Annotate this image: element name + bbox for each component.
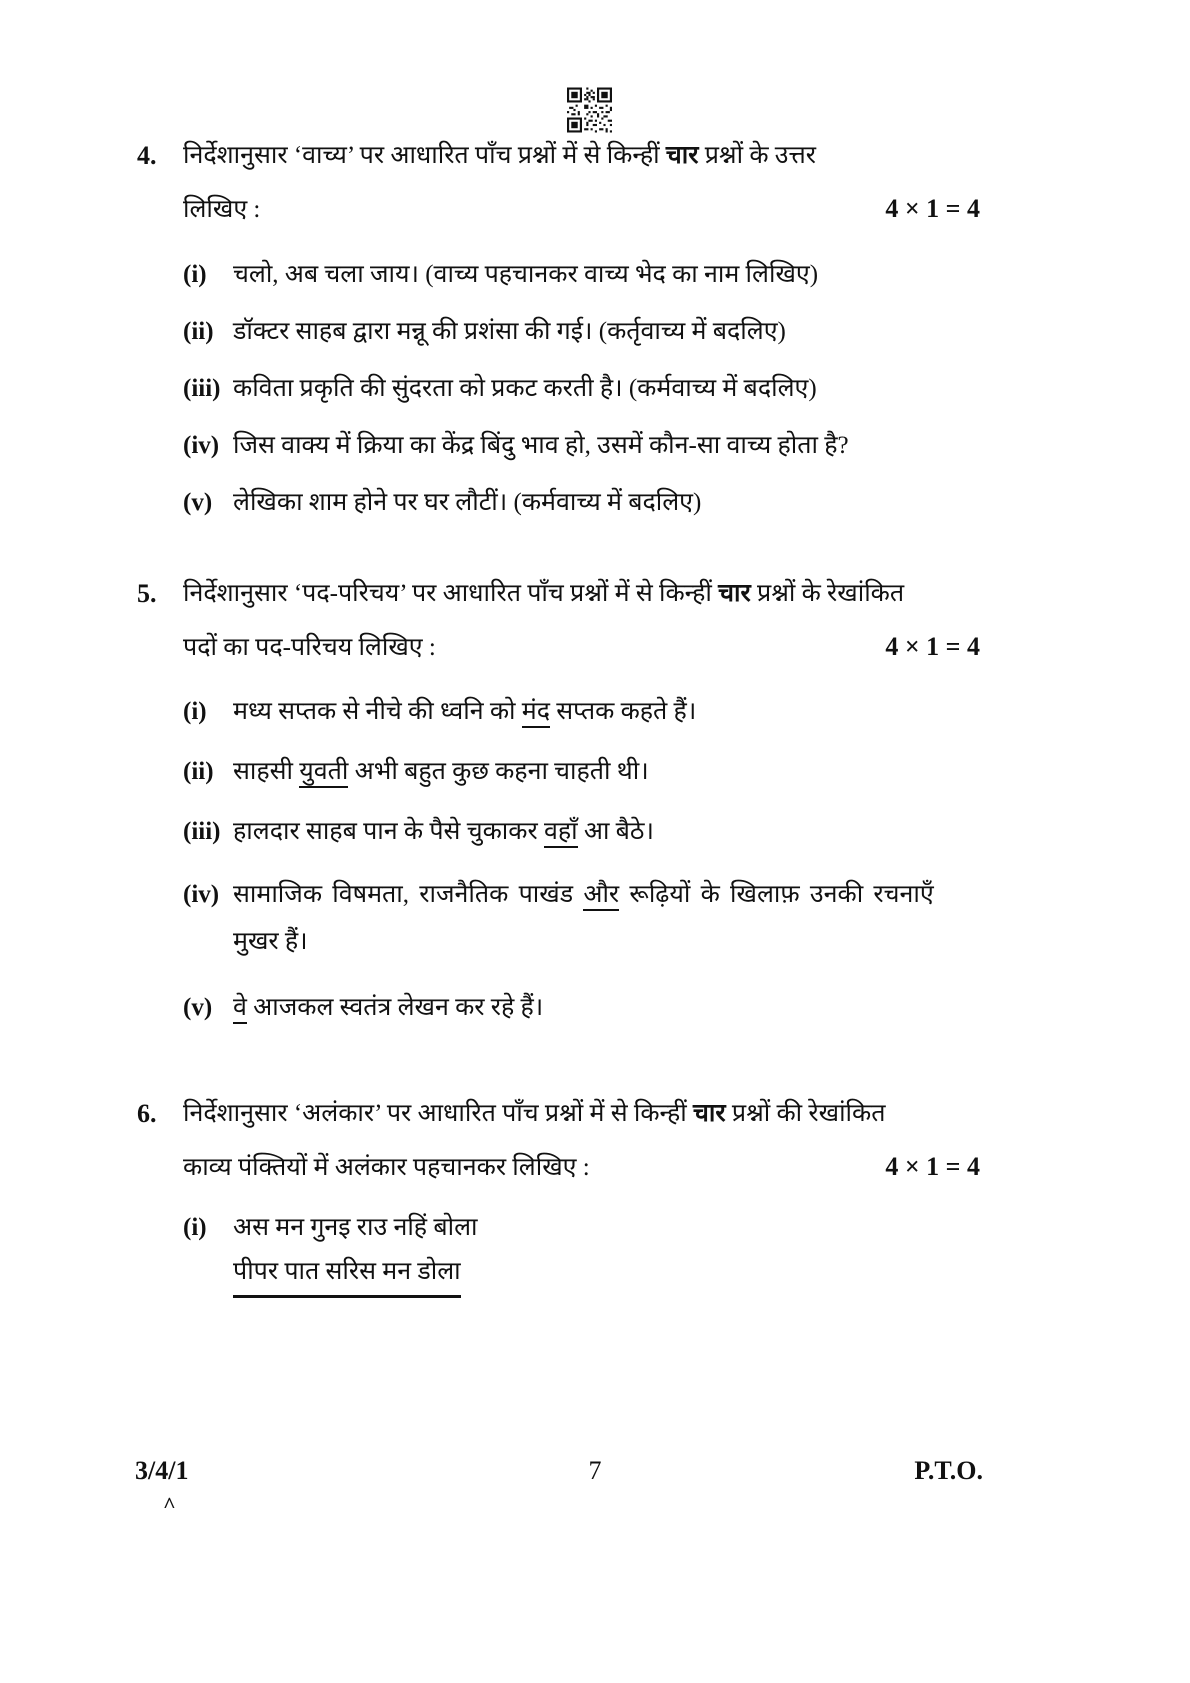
underlined-word: युवती — [299, 758, 348, 788]
intro-post: प्रश्नों के उत्तर — [698, 142, 816, 169]
question-6-intro-line2-text: काव्य पंक्तियों में अलंकार पहचानकर लिखिए : — [183, 1154, 590, 1181]
item-text: जिस वाक्य में क्रिया का केंद्र बिंदु भाव हो, उसमें कौन-सा वाच्य होता है? — [233, 432, 849, 459]
intro-bold-word: चार — [718, 580, 751, 607]
question-5-number: 5. — [137, 579, 157, 608]
sentence-post: अभी बहुत कुछ कहना चाहती थी। — [348, 758, 649, 785]
question-4-intro-text — [183, 137, 980, 175]
item-text: कविता प्रकृति की सुंदरता को प्रकट करती है। (कर्मवाच्य में बदलिए) — [233, 375, 817, 402]
question-5-item-v — [137, 989, 980, 1027]
sentence-post: आ बैठे। — [577, 818, 654, 845]
question-4-item-iv — [137, 427, 980, 465]
item-label: (iv) — [183, 432, 220, 459]
underlined-word: वे — [233, 994, 247, 1024]
question-4-marks: 4 × 1 = 4 — [885, 194, 980, 223]
question-5-item-ii — [137, 753, 980, 791]
intro-bold-word: चार — [693, 1100, 726, 1127]
item-label: (iv) — [183, 881, 220, 908]
sentence-pre: हालदार साहब पान के पैसे चुकाकर — [233, 818, 544, 845]
sentence-post: सप्तक कहते हैं। — [550, 698, 697, 725]
underlined-poem-line: पीपर पात सरिस मन डोला — [233, 1253, 461, 1298]
question-6-number: 6. — [137, 1099, 157, 1128]
question-4-item-ii — [137, 313, 980, 351]
item-label: (ii) — [183, 318, 214, 345]
question-5-item-iv — [137, 876, 980, 961]
sentence-post: आजकल स्वतंत्र लेखन कर रहे हैं। — [246, 994, 544, 1021]
item-text — [233, 989, 980, 1027]
question-5 — [137, 575, 980, 1027]
intro-pre: निर्देशानुसार ‘अलंकार’ पर आधारित पाँच प्रश्नों में से किन्हीं — [183, 1100, 694, 1127]
question-6 — [137, 1095, 980, 1298]
poem-line-2 — [137, 1253, 980, 1298]
intro-bold-word: चार — [665, 142, 699, 169]
question-5-marks: 4 × 1 = 4 — [885, 632, 980, 661]
intro-pre: निर्देशानुसार ‘पद-परिचय’ पर आधारित पाँच प्रश्नों में से किन्हीं — [183, 580, 719, 607]
item-label: (v) — [183, 489, 213, 516]
item-text: लेखिका शाम होने पर घर लौटीं। (कर्मवाच्य में बदलिए) — [233, 489, 702, 516]
item-text — [233, 876, 980, 914]
question-4-item-v — [137, 484, 980, 522]
intro-post: प्रश्नों की रेखांकित — [725, 1100, 886, 1127]
underlined-word: वहाँ — [544, 818, 578, 848]
question-4-item-iii — [137, 370, 980, 408]
sentence-post: रूढ़ियों के खिलाफ़ उनकी रचनाएँ — [619, 881, 934, 908]
question-4 — [137, 137, 980, 522]
item-label: (ii) — [183, 758, 214, 785]
sentence-pre: साहसी — [233, 758, 300, 785]
question-4-number: 4. — [137, 141, 157, 170]
item-label: (iii) — [183, 375, 221, 402]
question-5-intro-line2 — [137, 628, 980, 667]
paper-code: 3/4/1 — [135, 1456, 189, 1485]
question-4-item-i — [137, 256, 980, 294]
intro-pre: निर्देशानुसार ‘वाच्य’ पर आधारित पाँच प्रश्नों में से किन्हीं — [183, 142, 666, 169]
intro-post: प्रश्नों के रेखांकित — [750, 580, 905, 607]
sentence-pre: सामाजिक विषमता, राजनैतिक पाखंड — [233, 881, 584, 908]
item-label: (i) — [183, 698, 207, 725]
item-label: (iii) — [183, 818, 221, 845]
sentence-pre: मध्य सप्तक से नीचे की ध्वनि को — [233, 698, 522, 725]
item-label: (i) — [183, 261, 207, 288]
question-6-marks: 4 × 1 = 4 — [885, 1152, 980, 1181]
question-5-item-iii — [137, 813, 980, 851]
question-5-intro-line1 — [137, 575, 980, 613]
item-label: (i) — [183, 1214, 207, 1241]
question-4-intro-line2 — [137, 190, 980, 229]
question-5-item-i — [137, 693, 980, 731]
item-text: चलो, अब चला जाय। (वाच्य पहचानकर वाच्य भेद का नाम लिखिए) — [233, 261, 819, 288]
item-text — [233, 753, 980, 791]
item-text: डॉक्टर साहब द्वारा मन्नू की प्रशंसा की गई। (कर्तृवाच्य में बदलिए) — [233, 318, 786, 345]
item-text — [233, 693, 980, 731]
underlined-word: मंद — [522, 698, 550, 728]
question-6-intro-text — [183, 1095, 980, 1133]
poem-line-1: अस मन गुनइ राउ नहिं बोला — [233, 1214, 478, 1241]
caret-mark: ^ — [163, 1492, 177, 1517]
question-5-intro-line2-text: पदों का पद-परिचय लिखिए : — [183, 634, 436, 661]
question-6-intro-line2 — [137, 1148, 980, 1187]
underlined-word: और — [583, 881, 619, 911]
question-6-intro-line1 — [137, 1095, 980, 1133]
question-5-intro-text — [183, 575, 980, 613]
item-text-continuation: मुखर हैं। — [233, 928, 308, 955]
page-number: 7 — [588, 1456, 602, 1485]
qr-code-icon — [567, 87, 612, 133]
question-4-intro-line2-text: लिखिए : — [183, 196, 261, 223]
item-text — [233, 813, 980, 851]
question-4-intro-line1 — [137, 137, 980, 175]
item-label: (v) — [183, 994, 213, 1021]
question-6-item-i — [137, 1209, 980, 1298]
pto-label: P.T.O. — [914, 1456, 983, 1485]
